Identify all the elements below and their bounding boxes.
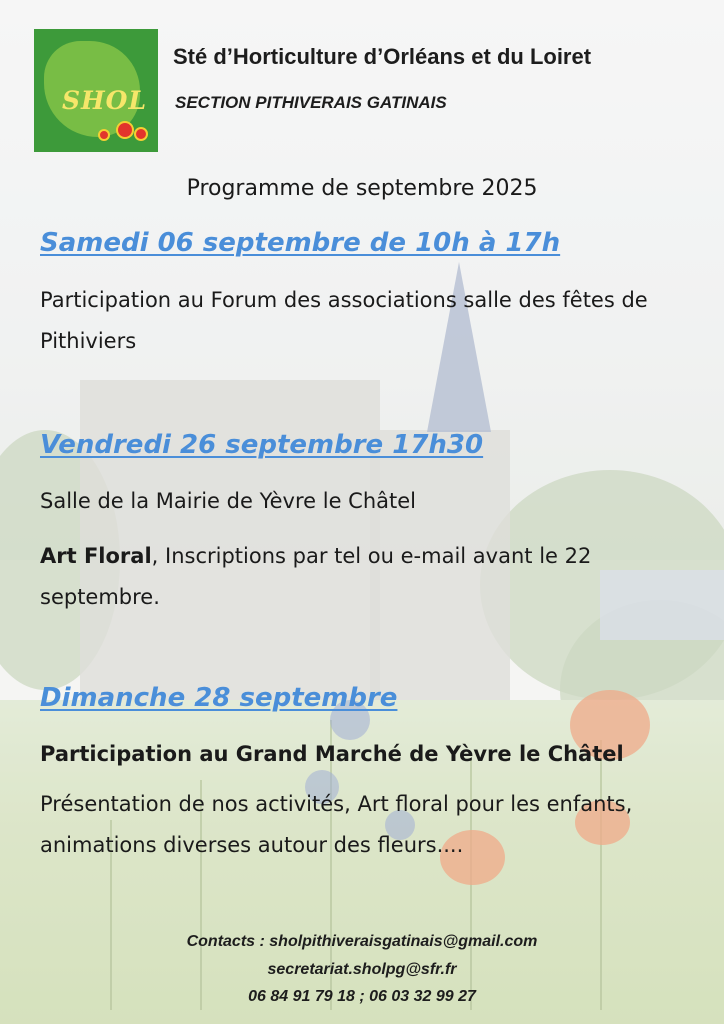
contacts-emails: Contacts : sholpithiveraisgatinais@gmail.com — [186, 933, 538, 950]
event-1-heading: Samedi 06 septembre de 10h à 17h — [40, 228, 561, 258]
organization-section: SECTION PITHIVERAIS GATINAIS — [175, 93, 447, 112]
contacts-phones: 06 84 91 79 18 ; 06 03 32 99 27 — [248, 988, 476, 1005]
organization-name: Sté d’Horticulture d’Orléans et du Loiret — [173, 44, 592, 69]
event-2-heading: Vendredi 26 septembre 17h30 — [40, 430, 484, 460]
shol-logo — [34, 29, 158, 152]
logo-text: SHOL — [62, 86, 148, 115]
event-2-activity-title: Art Floral — [40, 544, 152, 568]
event-3-heading: Dimanche 28 septembre — [40, 683, 398, 713]
event-2-activity — [40, 536, 700, 618]
contacts-email-secretariat: secretariat.sholpg@sfr.fr — [267, 961, 457, 978]
event-2-activity-details: , Inscriptions par tel ou e-mail avant le 22 septembre. — [40, 544, 592, 609]
event-3-subtitle: Participation au Grand Marché de Yèvre le Châtel — [40, 742, 624, 766]
event-3-description: Présentation de nos activités, Art floral pour les enfants, animations diverses autour des fleurs.... — [40, 792, 633, 857]
event-2-location: Salle de la Mairie de Yèvre le Châtel — [40, 489, 416, 513]
event-1-description: Participation au Forum des associations salle des fêtes de Pithiviers — [40, 288, 648, 353]
program-title: Programme de septembre 2025 — [186, 176, 538, 201]
